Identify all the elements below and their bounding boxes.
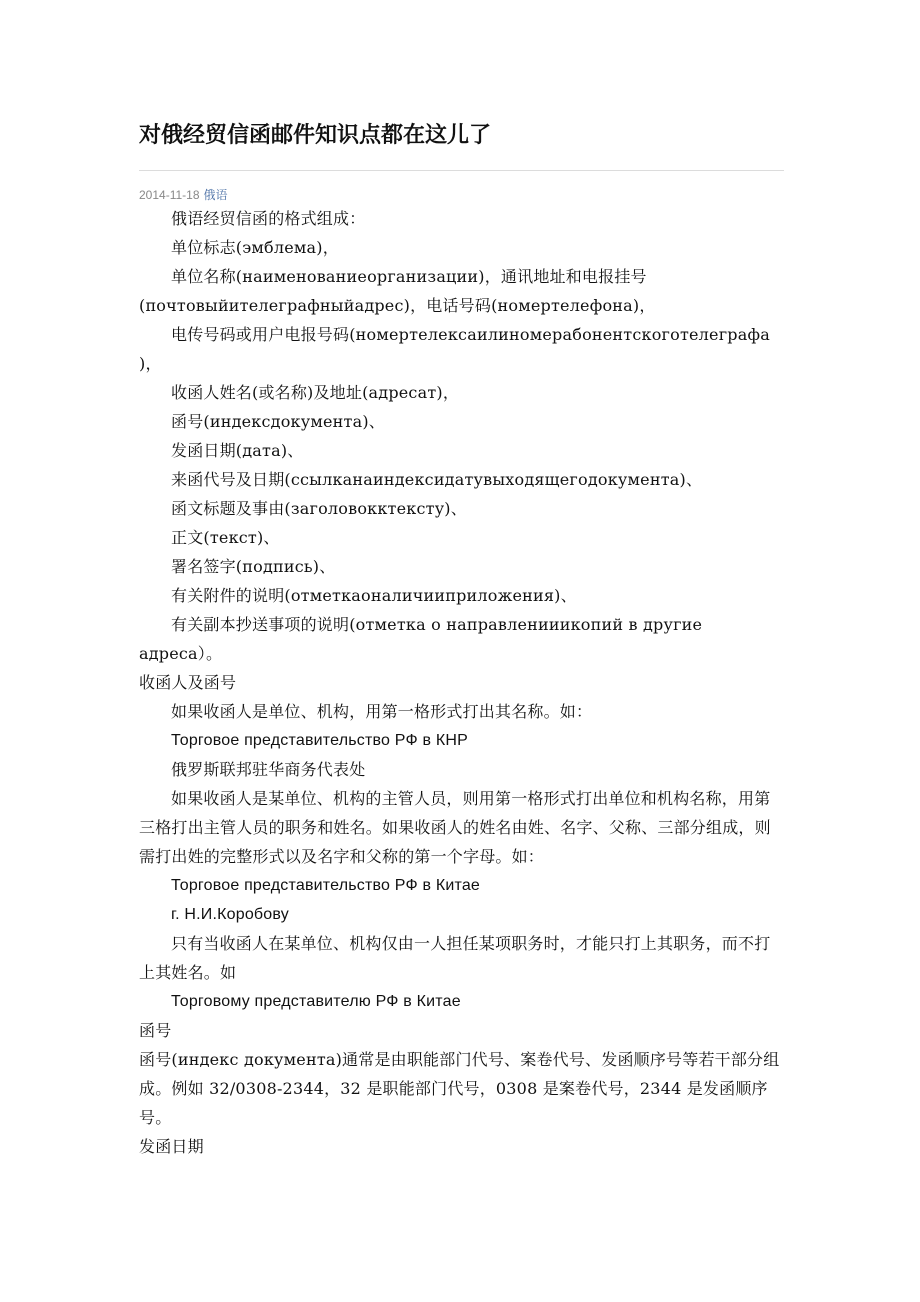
paragraph: 发函日期(дата)、 — [171, 441, 304, 460]
section-heading: 发函日期 — [139, 1137, 204, 1156]
title-divider — [139, 170, 784, 171]
article-body — [139, 204, 784, 1161]
paragraph: 只有当收函人在某单位、机构仅由一人担任某项职务时，才能只打上其职务，而不打上其姓名。如 — [139, 934, 771, 982]
example-line: Торговое представительство РФ в Китае — [171, 877, 481, 894]
paragraph: 有关附件的说明(отметкаоналичииприложения)、 — [171, 586, 577, 605]
example-line: г. Н.И.Коробову — [171, 906, 289, 923]
section-heading: 函号 — [139, 1021, 172, 1040]
paragraph: 电传号码或用户电报号码(номертелексаилиномерабонентскоготелеграфа )， — [139, 325, 770, 373]
category-link[interactable]: 俄语 — [203, 188, 228, 202]
paragraph: 收函人姓名(或名称)及地址(адресат)， — [171, 383, 460, 402]
paragraph: 函文标题及事由(заголовокктексту)、 — [171, 499, 467, 518]
article-title: 对俄经贸信函邮件知识点都在这儿了 — [139, 123, 492, 148]
article-meta — [139, 186, 784, 204]
paragraph: 俄罗斯联邦驻华商务代表处 — [171, 760, 366, 779]
paragraph: 署名签字(подпись)、 — [171, 557, 336, 576]
paragraph: 俄语经贸信函的格式组成： — [171, 209, 366, 228]
section-heading: 收函人及函号 — [139, 673, 237, 692]
paragraph: 有关副本抄送事项的说明(отметка о направленииикопий в другие адреса）。 — [139, 615, 703, 663]
example-line: Торговое представительство РФ в КНР — [171, 732, 468, 749]
article — [139, 118, 784, 1161]
publish-date: 2014-11-18 — [139, 188, 200, 202]
paragraph: 如果收函人是单位、机构，用第一格形式打出其名称。如： — [171, 702, 593, 721]
example-line: Торговому представителю РФ в Китае — [171, 993, 461, 1010]
paragraph: 函号(индексдокумента)、 — [171, 412, 385, 431]
paragraph: 单位名称(наименованиеорганизации)，通讯地址和电报挂号(почтовыйителеграфныйадрес)，电话号码(номертелефона)， — [139, 267, 656, 315]
paragraph: 函号(индекс документа)通常是由职能部门代号、案卷代号、发函顺序号等若干部分组成。例如 32/0308-2344，32 是职能部门代号，0308 是案卷代号，2344 是发函顺序号。 — [139, 1050, 780, 1127]
paragraph: 如果收函人是某单位、机构的主管人员，则用第一格形式打出单位和机构名称，用第三格打出主管人员的职务和姓名。如果收函人的姓名由姓、名字、父称、三部分组成，则需打出姓的完整形式以及名字和父称的第一个字母。如： — [139, 789, 771, 866]
paragraph: 正文(текст)、 — [171, 528, 280, 547]
paragraph: 单位标志(эмблема)， — [171, 238, 339, 257]
paragraph: 来函代号及日期(ссылканаиндексидатувыходящегодокумента)、 — [171, 470, 703, 489]
